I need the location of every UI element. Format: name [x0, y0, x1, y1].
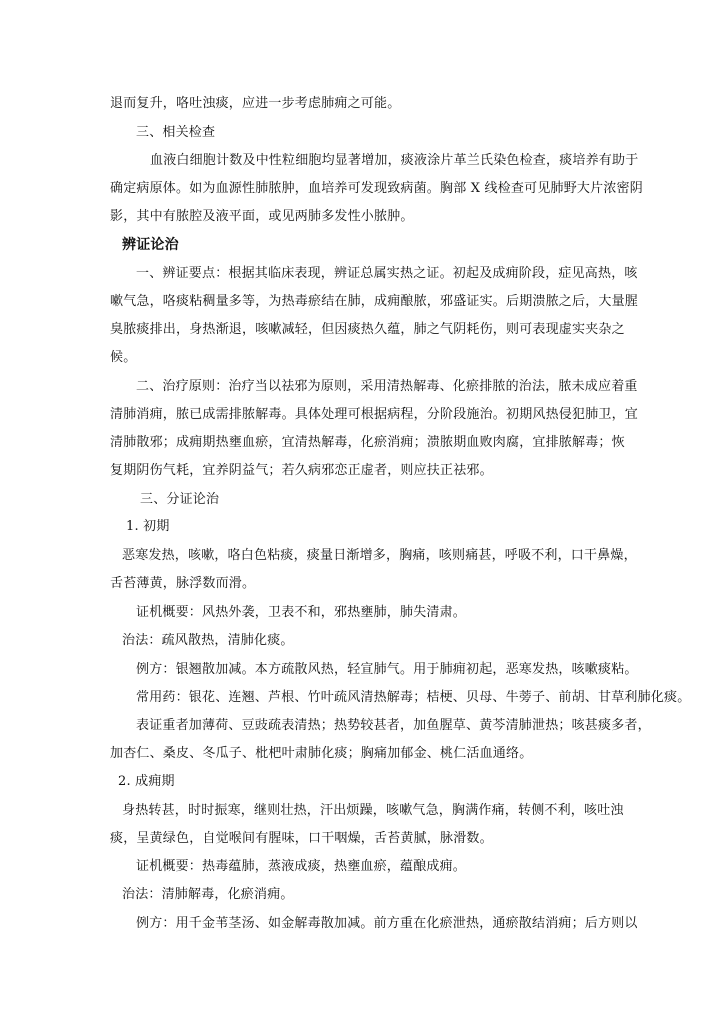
- subsection-title-abscess-stage: 2. 成痈期: [118, 774, 175, 789]
- text-line: 血液白细胞计数及中性粒细胞均显著增加，痰液涂片革兰氏染色检查，痰培养有助于: [150, 153, 639, 168]
- text-line: 例方：银翘散加减。本方疏散风热，轻宣肺气。用于肺痈初起，恶寒发热，咳嗽痰粘。: [136, 662, 638, 677]
- subsection-title-initial-stage: 1. 初期: [126, 519, 170, 534]
- text-line: 影，其中有脓腔及液平面，或见两肺多发性小脓肿。: [110, 209, 414, 224]
- text-line: 加杏仁、桑皮、冬瓜子、枇杷叶肃肺化痰；胸痛加郁金、桃仁活血通络。: [110, 746, 533, 761]
- text-line: 常用药：银花、连翘、芦根、竹叶疏风清热解毒；桔梗、贝母、牛蒡子、前胡、甘草利肺化痰。: [136, 690, 691, 705]
- section-title-related-tests: 三、相关检查: [136, 125, 216, 140]
- text-line: 舌苔薄黄，脉浮数而滑。: [110, 576, 256, 591]
- text-line: 痰，呈黄绿色，自觉喉间有腥味，口干咽燥，舌苔黄腻，脉滑数。: [110, 831, 493, 846]
- text-line: 二、治疗原则：治疗当以祛邪为原则，采用清热解毒、化瘀排脓的治法，脓未成应着重: [136, 379, 638, 394]
- text-line: 治法：清肺解毒，化瘀消痈。: [122, 887, 294, 902]
- section-heading-syndrome-differentiation: 辨证论治: [122, 237, 179, 253]
- text-line: 退而复升，咯吐浊痰，应进一步考虑肺痈之可能。: [110, 96, 401, 111]
- text-line: 候。: [110, 350, 137, 365]
- text-line: 嗽气急，咯痰粘稠量多等，为热毒瘀结在肺，成痈酿脓，邪盛证实。后期溃脓之后，大量腥: [110, 294, 639, 309]
- text-line: 确定病原体。如为血源性肺脓肿，血培养可发现致病菌。胸部 X 线检查可见肺野大片浓密阴: [110, 181, 643, 196]
- text-line: 证机概要：热毒蕴肺，蒸液成痰，热壅血瘀，蕴酿成痈。: [136, 859, 467, 874]
- text-line: 清肺散邪；成痈期热壅血瘀，宜清热解毒，化瘀消痈；溃脓期血败肉腐，宜排脓解毒；恢: [110, 435, 625, 450]
- text-line: 例方：用千金苇茎汤、如金解毒散加减。前方重在化瘀泄热，通瘀散结消痈；后方则以: [136, 916, 638, 931]
- text-line: 恶寒发热，咳嗽，咯白色粘痰，痰量日渐增多，胸痛，咳则痛甚，呼吸不利，口干鼻燥，: [122, 548, 637, 563]
- text-line: 一、辨证要点：根据其临床表现，辨证总属实热之证。初起及成痈阶段，症见高热，咳: [136, 266, 638, 281]
- text-line: 身热转甚，时时振寒，继则壮热，汗出烦躁，咳嗽气急，胸满作痛，转侧不利，咳吐浊: [122, 803, 624, 818]
- text-line: 清肺消痈，脓已成需排脓解毒。具体处理可根据病程，分阶段施治。初期风热侵犯肺卫，宜: [110, 407, 639, 422]
- section-title-pattern-treatment: 三、分证论治: [140, 492, 220, 507]
- text-line: 证机概要：风热外袭，卫表不和，邪热壅肺，肺失清肃。: [136, 605, 467, 620]
- text-line: 复期阴伤气耗，宜养阴益气；若久病邪恋正虚者，则应扶正祛邪。: [110, 463, 493, 478]
- text-line: 治法：疏风散热，清肺化痰。: [122, 633, 294, 648]
- text-line: 表证重者加薄荷、豆豉疏表清热；热势较甚者，加鱼腥草、黄芩清肺泄热；咳甚痰多者，: [136, 718, 651, 733]
- text-line: 臭脓痰排出，身热渐退，咳嗽减轻，但因痰热久蕴，肺之气阴耗伤，则可表现虚实夹杂之: [110, 322, 625, 337]
